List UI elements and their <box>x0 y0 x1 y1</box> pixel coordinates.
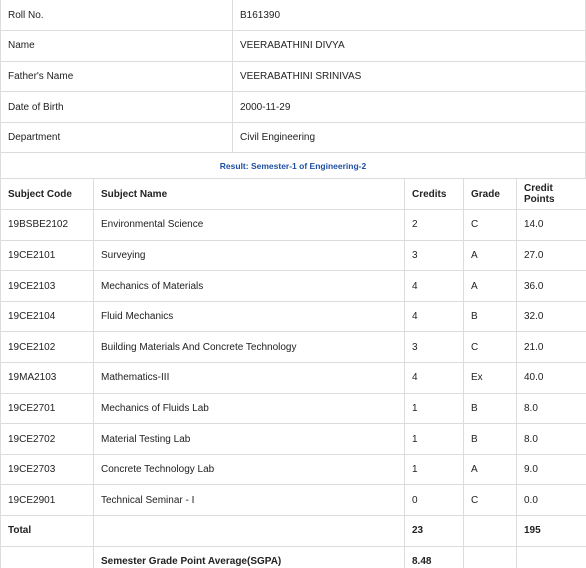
header-credit-points: Credit Points <box>517 179 586 210</box>
sgpa-spacer <box>1 546 94 568</box>
grades-header-row <box>1 179 586 210</box>
grade-cell: C <box>464 485 517 516</box>
credit-points-cell: 32.0 <box>517 301 586 332</box>
grade-cell: C <box>464 332 517 363</box>
total-label: Total <box>1 516 94 547</box>
name-row <box>1 31 586 62</box>
credits-cell: 4 <box>405 271 464 302</box>
department-row <box>1 122 586 153</box>
roll-label: Roll No. <box>1 0 233 31</box>
table-row <box>1 393 586 424</box>
header-subject-name: Subject Name <box>94 179 405 210</box>
subject-name-cell: Mathematics-III <box>94 363 405 394</box>
sgpa-points-spacer <box>517 546 586 568</box>
grade-cell: Ex <box>464 363 517 394</box>
total-grade-spacer <box>464 516 517 547</box>
subject-name-cell: Environmental Science <box>94 210 405 241</box>
subject-code-cell: 19BSBE2102 <box>1 210 94 241</box>
department-value: Civil Engineering <box>233 122 586 153</box>
dob-value: 2000-11-29 <box>233 92 586 123</box>
subject-name-cell: Mechanics of Materials <box>94 271 405 302</box>
subject-code-cell: 19CE2701 <box>1 393 94 424</box>
subject-code-cell: 19MA2103 <box>1 363 94 394</box>
result-title: Result: Semester-1 of Engineering-2 <box>0 153 586 178</box>
credit-points-cell: 0.0 <box>517 485 586 516</box>
total-spacer <box>94 516 405 547</box>
dob-label: Date of Birth <box>1 92 233 123</box>
sgpa-value: 8.48 <box>405 546 464 568</box>
subject-code-cell: 19CE2901 <box>1 485 94 516</box>
grade-cell: B <box>464 424 517 455</box>
grades-body <box>1 210 586 516</box>
subject-name-cell: Surveying <box>94 240 405 271</box>
subject-code-cell: 19CE2101 <box>1 240 94 271</box>
sgpa-label: Semester Grade Point Average(SGPA) <box>94 546 405 568</box>
total-credits: 23 <box>405 516 464 547</box>
credit-points-cell: 9.0 <box>517 454 586 485</box>
grade-cell: B <box>464 301 517 332</box>
subject-name-cell: Fluid Mechanics <box>94 301 405 332</box>
subject-code-cell: 19CE2103 <box>1 271 94 302</box>
father-value: VEERABATHINI SRINIVAS <box>233 61 586 92</box>
grade-cell: A <box>464 271 517 302</box>
credit-points-cell: 36.0 <box>517 271 586 302</box>
table-row <box>1 271 586 302</box>
grade-cell: C <box>464 210 517 241</box>
credit-points-cell: 40.0 <box>517 363 586 394</box>
credits-cell: 2 <box>405 210 464 241</box>
grades-table <box>0 178 586 568</box>
table-row <box>1 363 586 394</box>
subject-name-cell: Technical Seminar - I <box>94 485 405 516</box>
credits-cell: 1 <box>405 454 464 485</box>
credit-points-cell: 8.0 <box>517 393 586 424</box>
header-credits: Credits <box>405 179 464 210</box>
sgpa-row <box>1 546 586 568</box>
total-row <box>1 516 586 547</box>
subject-code-cell: 19CE2703 <box>1 454 94 485</box>
table-row <box>1 210 586 241</box>
name-value: VEERABATHINI DIVYA <box>233 31 586 62</box>
roll-value: B161390 <box>233 0 586 31</box>
grade-cell: A <box>464 240 517 271</box>
subject-name-cell: Concrete Technology Lab <box>94 454 405 485</box>
credits-cell: 0 <box>405 485 464 516</box>
dob-row <box>1 92 586 123</box>
roll-row <box>1 0 586 31</box>
credit-points-cell: 14.0 <box>517 210 586 241</box>
table-row <box>1 454 586 485</box>
father-row <box>1 61 586 92</box>
sgpa-grade-spacer <box>464 546 517 568</box>
subject-code-cell: 19CE2102 <box>1 332 94 363</box>
credits-cell: 1 <box>405 424 464 455</box>
subject-name-cell: Material Testing Lab <box>94 424 405 455</box>
subject-name-cell: Building Materials And Concrete Technology <box>94 332 405 363</box>
credits-cell: 3 <box>405 240 464 271</box>
father-label: Father's Name <box>1 61 233 92</box>
credit-points-cell: 21.0 <box>517 332 586 363</box>
student-info-table <box>0 0 586 153</box>
subject-name-cell: Mechanics of Fluids Lab <box>94 393 405 424</box>
total-credit-points: 195 <box>517 516 586 547</box>
name-label: Name <box>1 31 233 62</box>
credit-points-cell: 8.0 <box>517 424 586 455</box>
header-subject-code: Subject Code <box>1 179 94 210</box>
grade-cell: B <box>464 393 517 424</box>
department-label: Department <box>1 122 233 153</box>
table-row <box>1 240 586 271</box>
subject-code-cell: 19CE2104 <box>1 301 94 332</box>
credit-points-cell: 27.0 <box>517 240 586 271</box>
credits-cell: 4 <box>405 363 464 394</box>
credits-cell: 4 <box>405 301 464 332</box>
credits-cell: 1 <box>405 393 464 424</box>
table-row <box>1 485 586 516</box>
table-row <box>1 332 586 363</box>
subject-code-cell: 19CE2702 <box>1 424 94 455</box>
table-row <box>1 424 586 455</box>
credits-cell: 3 <box>405 332 464 363</box>
header-grade: Grade <box>464 179 517 210</box>
table-row <box>1 301 586 332</box>
grade-cell: A <box>464 454 517 485</box>
